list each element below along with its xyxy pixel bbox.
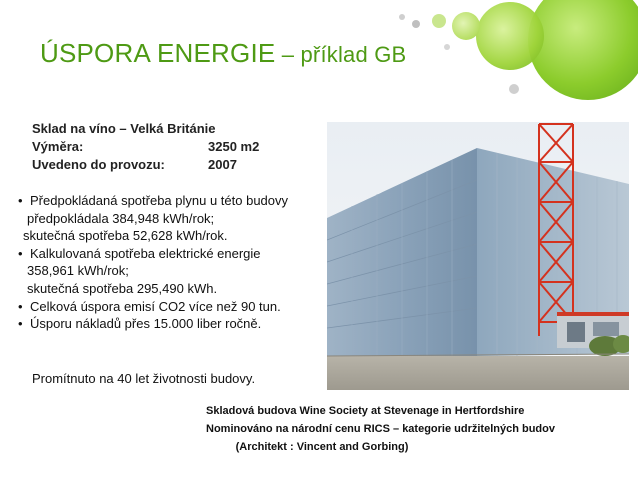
bullet-list bbox=[18, 192, 288, 333]
bubble-dot-2 bbox=[399, 14, 405, 20]
bubble-small bbox=[452, 12, 480, 40]
bullet-mark: • bbox=[18, 193, 23, 208]
bullet-electricity-line2: 358,961 kWh/rok; bbox=[27, 263, 129, 279]
bullet-text: Předpokládaná spotřeba plynu u této budovy bbox=[30, 193, 289, 208]
bullet-co2 bbox=[18, 298, 288, 316]
building-photo bbox=[327, 122, 629, 390]
bubble-dot-4 bbox=[509, 84, 519, 94]
bullet-mark: • bbox=[18, 316, 23, 332]
bubble-dot-3 bbox=[444, 44, 450, 50]
bullet-gas-line3: skutečná spotřeba 52,628 kWh/rok. bbox=[23, 228, 228, 244]
title-dash: – bbox=[275, 42, 301, 67]
bullet-text: Kalkulovaná spotřeba elektrické energie bbox=[30, 245, 261, 261]
caption-line1: Skladová budova Wine Society at Stevenage in Hertfordshire bbox=[206, 405, 525, 417]
title-main: ÚSPORA ENERGIE bbox=[40, 38, 276, 68]
bullet-mark: • bbox=[18, 298, 23, 314]
caption-line2: Nominováno na národní cenu RICS – kategorie udržitelných budov bbox=[206, 423, 555, 435]
bullet-gas-line2: předpokládala 384,948 kWh/rok; bbox=[27, 210, 215, 226]
info-year-row bbox=[32, 157, 237, 172]
bullet-text: Celková úspora emisí CO2 více než 90 tun. bbox=[30, 298, 281, 314]
photo-caption bbox=[206, 402, 555, 456]
slide-title bbox=[40, 38, 406, 69]
bubble-tiny bbox=[432, 14, 446, 28]
area-value: 3250 m2 bbox=[208, 139, 260, 154]
bullet-costs bbox=[18, 315, 288, 333]
lifetime-note: Promítnuto na 40 let životnosti budovy. bbox=[32, 371, 256, 386]
bullet-electricity-line1 bbox=[18, 245, 288, 263]
bubble-dot-1 bbox=[412, 20, 420, 28]
info-heading: Sklad na víno – Velká Británie bbox=[32, 121, 216, 136]
bubble-medium bbox=[476, 2, 544, 70]
year-value: 2007 bbox=[208, 157, 237, 172]
year-label: Uvedeno do provozu: bbox=[32, 157, 165, 172]
bullet-electricity-line3: skutečná spotřeba 295,490 kWh. bbox=[27, 280, 218, 296]
bullet-gas-line1 bbox=[18, 192, 288, 210]
info-area-row bbox=[32, 139, 259, 154]
bubble-large bbox=[528, 0, 638, 100]
title-subtitle: příklad GB bbox=[300, 42, 407, 67]
area-label: Výměra: bbox=[32, 139, 84, 154]
bullet-mark: • bbox=[18, 245, 23, 261]
bullet-text: Úsporu nákladů přes 15.000 liber ročně. bbox=[30, 316, 262, 332]
caption-line3: (Architekt : Vincent and Gorbing) bbox=[235, 441, 409, 453]
